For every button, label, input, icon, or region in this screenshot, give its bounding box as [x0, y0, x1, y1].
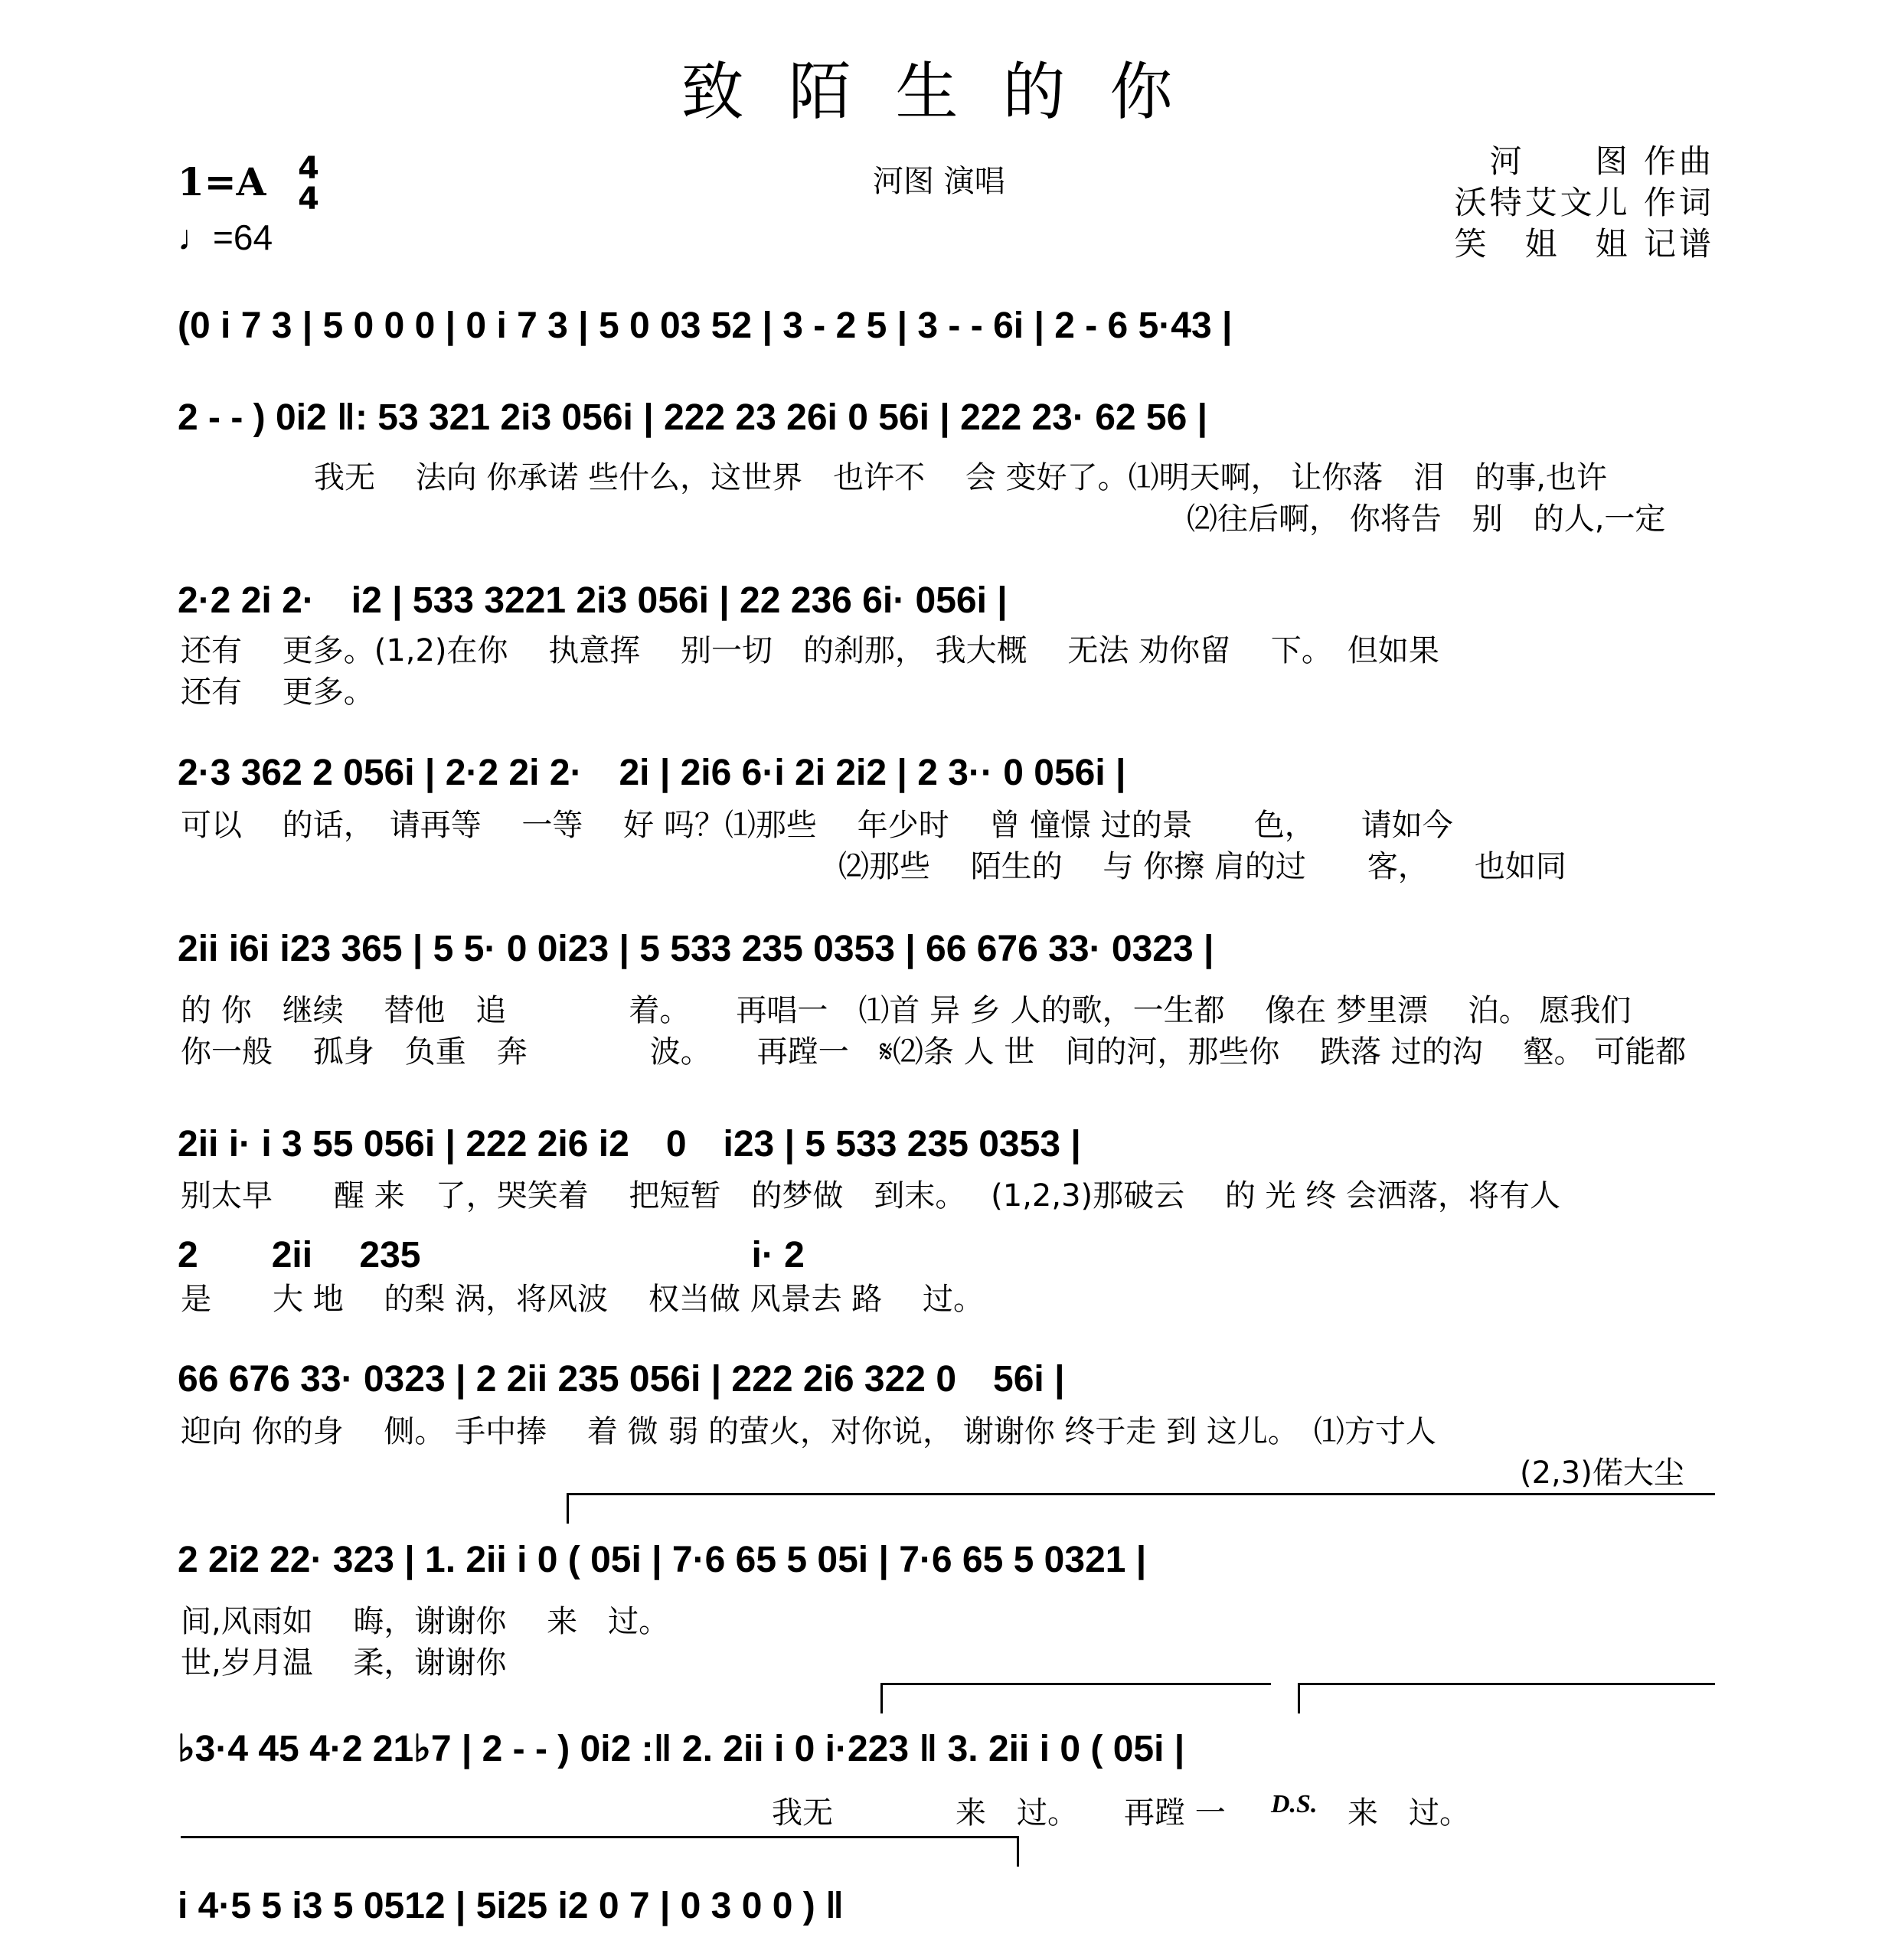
lyric-line-9a: 我无 来 过。 再蹚 一	[772, 1795, 1226, 1831]
dal-segno-marker: D.S.	[1271, 1790, 1318, 1818]
composer-credit: 河 图 作曲	[1489, 142, 1714, 180]
score-line-8: 2 2i2 22· 323 | 1. 2ii i 0 ( 05i | 7·6 65 5 05i | 7·6 65 5 0321 |	[178, 1540, 1147, 1580]
tempo-marking: ♩=64	[178, 217, 273, 257]
lyric-line-2a: 我无 法向 你承诺 些什么，这世界 也许不 会 变好了。⑴明天啊， 让你落 泪 的事,也许	[314, 460, 1608, 495]
volta-bracket-2-hook	[880, 1683, 883, 1713]
time-signature	[293, 151, 324, 217]
lyricist-credit: 沃特艾文儿 作词	[1454, 184, 1714, 221]
lyric-line-3b: 还有 更多。	[181, 675, 374, 710]
performer-credit: 河图 演唱	[873, 164, 1005, 199]
volta-bracket-1-hook	[567, 1493, 569, 1524]
lyric-line-2b: ⑵往后啊， 你将告 别 的人,一定	[1187, 501, 1666, 537]
lyric-line-9b: 来 过。	[1348, 1795, 1470, 1831]
score-line-9: ♭3·4 45 4·2 21♭7 | 2 - - ) 0i2 :‖ 2. 2ii i 0 i·223 ‖ 3. 2ii i 0 ( 05i |	[178, 1729, 1185, 1769]
coda-bracket	[181, 1836, 1019, 1838]
lyric-line-5a: 的 你 继续 替他 追 着。 再唱一 ⑴首 异 乡 人的歌，一生都 像在 梦里漂 泊。 愿我们	[181, 993, 1632, 1028]
score-line-6: 2ii i· i 3 55 056i | 222 2i6 i2 0 i23 | 5 533 235 0353 |	[178, 1124, 1081, 1165]
score-line-10: i 4·5 5 i3 5 0512 | 5i25 i2 0 7 | 0 3 0 0 ) ‖	[178, 1886, 844, 1926]
time-signature-top: 4	[298, 151, 319, 186]
lyric-line-8b: 世,岁月温 柔，谢谢你	[181, 1645, 507, 1681]
volta-bracket-2	[880, 1683, 1271, 1685]
score-line-3: 2·2 2i 2· i2 | 533 3221 2i3 056i | 22 236 6i· 056i |	[178, 580, 1008, 621]
score-line-4: 2·3 362 2 056i | 2·2 2i 2· 2i | 2i6 6·i 2i 2i2 | 2 3·· 0 056i |	[178, 753, 1126, 793]
score-line-5: 2ii i6i i23 365 | 5 5· 0 0i23 | 5 533 235 0353 | 66 676 33· 0323 |	[178, 929, 1214, 969]
score-line-7: 66 676 33· 0323 | 2 2ii 235 056i | 222 2i6 322 0 56i |	[178, 1359, 1065, 1400]
volta-bracket-3	[1298, 1683, 1715, 1685]
score-line-1: (0 i 7 3 | 5 0 0 0 | 0 i 7 3 | 5 0 03 52 | 3 - 2 5 | 3 - - 6i | 2 - 6 5·43 |	[178, 305, 1233, 346]
volta-bracket-1	[567, 1493, 1715, 1495]
key-signature: 1=A	[178, 159, 266, 204]
lyric-line-4b: ⑵那些 陌生的 与 你擦 肩的过 客， 也如同	[838, 849, 1566, 884]
song-title: 致陌生的你	[681, 56, 1217, 129]
score-line-2: 2 - - ) 0i2 ‖: 53 321 2i3 056i | 222 23 26i 0 56i | 222 23· 62 56 |	[178, 397, 1208, 438]
lyric-line-8a: 间,风雨如 晦，谢谢你 来 过。	[181, 1604, 670, 1639]
volta-bracket-3-hook	[1298, 1683, 1300, 1713]
coda-bracket-hook	[1017, 1836, 1019, 1867]
lyric-line-3a: 还有 更多。(1,2)在你 执意挥 别一切 的刹那， 我大概 无法 劝你留 下。 但如果	[181, 633, 1439, 668]
time-signature-bottom: 4	[298, 181, 319, 217]
lyric-line-6a: 别太早 醒 来 了，哭笑着 把短暂 的梦做 到末。 (1,2,3)那破云 的 光 终 会洒落，将有人	[181, 1178, 1560, 1214]
lyric-line-4a: 可以 的话， 请再等 一等 好 吗？⑴那些 年少时 曾 憧憬 过的景 色， 请如今	[181, 808, 1453, 843]
score-line-6b: 2 2ii 235 i· 2	[178, 1235, 805, 1276]
lyric-line-7a: 迎向 你的身 侧。 手中捧 着 微 弱 的萤火，对你说， 谢谢你 终于走 到 这儿。 ⑴方寸人	[181, 1414, 1436, 1449]
lyric-line-6b: 是 大 地 的梨 涡，将风波 权当做 风景去 路 过。	[181, 1282, 985, 1317]
transcriber-credit: 笑 姐 姐 记谱	[1454, 225, 1714, 263]
lyric-line-5b: 你一般 孤身 负重 奔 波。 再蹚一 𝄋⑵条 人 世 间的河，那些你 跌落 过的沟 壑。 可能都	[181, 1034, 1687, 1070]
lyric-line-7b: (2,3)偌大尘	[1520, 1455, 1684, 1491]
